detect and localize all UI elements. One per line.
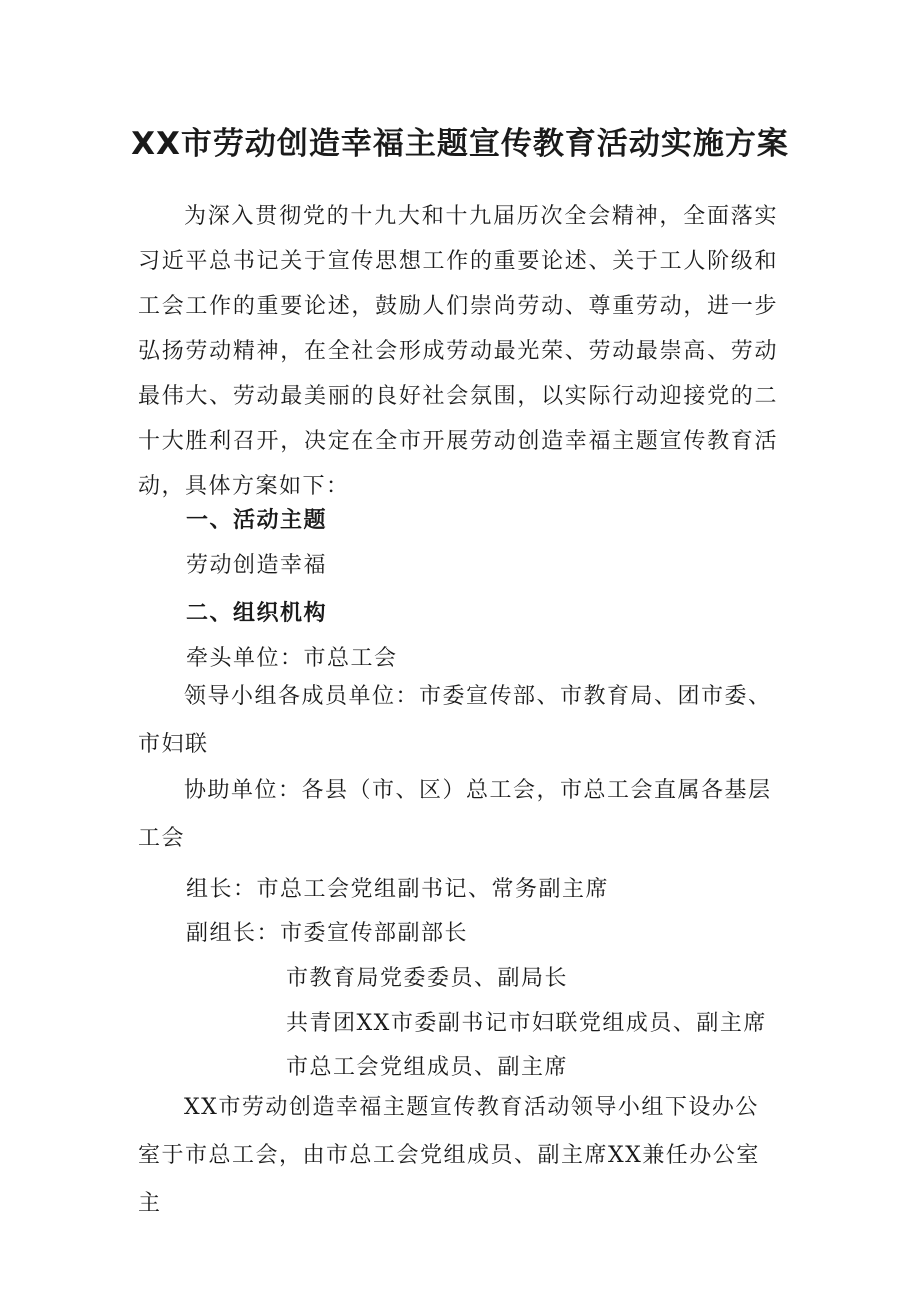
deputy-leader-text: 副组长：市委宣传部副部长 [186, 921, 469, 946]
theme-text: 劳动创造幸福 [186, 553, 328, 578]
deputy-leader-2-text: 市教育局党委委员、副局长 [286, 966, 569, 991]
lead-unit-text: 牵头单位：市总工会 [186, 646, 398, 671]
deputy-leader-4-text: 市总工会党组成员、副主席 [286, 1055, 569, 1080]
intro-paragraph: 为深入贯彻党的十九大和十九届历次全会精神，全面落实习近平总书记关于宣传思想工作的重要论述、关于工人阶级和工会工作的重要论述，鼓励人们崇尚劳动、尊重劳动，进一步弘扬劳动精神，在全社会形成劳动最光荣、劳动最崇高、劳动最伟大、劳动最美丽的良好社会氛围，以实际行动迎接党的二十大胜利召开，决定在全市开展劳动创造幸福主题宣传教育活动，具体方案如下： [138, 204, 778, 499]
deputy-leader-3-text: 共青团XX市委副书记市妇联党组成员、副主席 [286, 1011, 767, 1036]
assist-units-text: 协助单位：各县（市、区）总工会，市总工会直属各基层工会 [138, 778, 772, 851]
leader-text: 组长：市总工会党组副书记、常务副主席 [186, 877, 610, 902]
document-title: XX市劳动创造幸福主题宣传教育活动实施方案 [131, 126, 789, 162]
section-heading-theme: 一、活动主题 [186, 508, 328, 533]
section-heading-organization: 二、组织机构 [186, 601, 328, 626]
office-paragraph: XX市劳动创造幸福主题宣传教育活动领导小组下设办公室于市总工会，由市总工会党组成员、副主席XX兼任办公室主 [138, 1095, 760, 1216]
member-units-text: 领导小组各成员单位：市委宣传部、市教育局、团市委、市妇联 [138, 684, 772, 757]
